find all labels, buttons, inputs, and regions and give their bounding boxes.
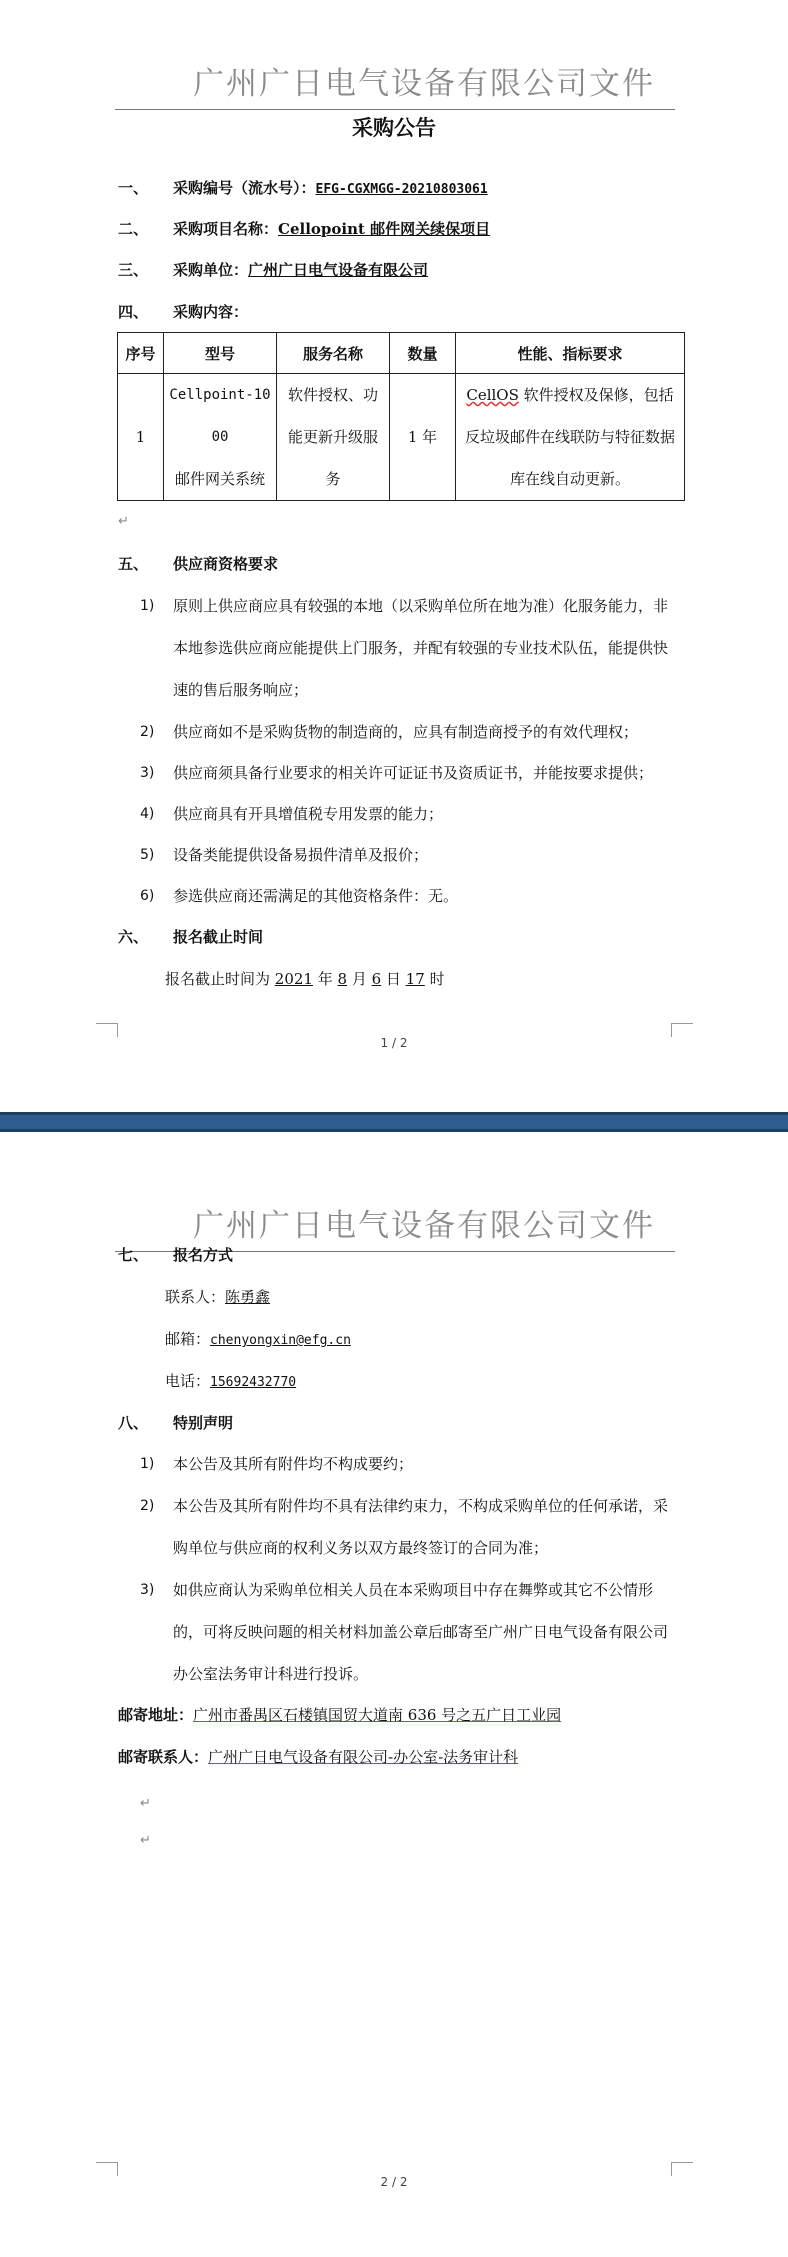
section-heading: 供应商资格要求 [173,555,279,573]
section-number: 五、 [118,555,149,573]
section-heading: 报名截止时间 [173,928,264,946]
page-header [115,50,675,110]
section-number: 四、 [118,303,149,321]
contact-email: 邮箱：chenyongxin@efg.cn [165,1330,351,1348]
table-cell-service: 软件授权、功能更新升级服务 [277,374,390,501]
list-item: 2) 供应商如不是采购货物的制造商的，应具有制造商授予的有效代理权； [140,723,639,741]
section-number: 三、 [118,261,149,279]
list-item: 2) 本公告及其所有附件均不具有法律约束力，不构成采购单位的任何承诺，采购单位与供应商的权利义务以双方最终签订的合同为准； [140,1497,669,1557]
list-item: 4) 供应商具有开具增值税专用发票的能力； [140,805,444,823]
section-number: 七、 [118,1246,149,1264]
header-title: 广州广日电气设备有限公司文件 [193,66,655,102]
section-heading: 采购内容： [173,303,249,321]
table-row [118,374,685,501]
list-item: 3) 如供应商认为采购单位相关人员在本采购项目中存在舞弊或其它不公情形的，可将反映问题的相关材料加盖公章后邮寄至广州广日电气设备有限公司办公室法务审计科进行投诉。 [140,1581,669,1683]
list-item: 1) 原则上供应商应具有较强的本地（以采购单位所在地为准）化服务能力，非本地参选供应商应能提供上门服务，并配有较强的专业技术队伍，能提供快速的售后服务响应； [140,597,669,699]
purchasing-unit: 采购单位：广州广日电气设备有限公司 [173,261,429,279]
table-header-cell: 型号 [164,333,277,374]
table-header-row [118,333,685,374]
paragraph-mark: ↵ [140,1833,151,1848]
section-number: 八、 [118,1414,149,1432]
crop-mark [671,2162,693,2176]
table-cell-no: 1 [118,374,164,501]
section-heading: 特别声明 [173,1414,234,1432]
contact-phone: 电话：15692432770 [165,1372,297,1390]
crop-mark [671,1023,693,1037]
document-page-2 [0,1132,788,2257]
paragraph-mark: ↵ [140,1796,151,1811]
page-header [115,1192,675,1252]
list-item: 6) 参选供应商还需满足的其他资格条件：无。 [140,887,459,905]
page-number: 1 / 2 [380,1036,408,1050]
header-title: 广州广日电气设备有限公司文件 [193,1208,655,1244]
crop-mark [96,2162,118,2176]
table-header-cell: 数量 [390,333,456,374]
paragraph-mark: ↵ [118,514,129,529]
document-title: 采购公告 [352,115,436,140]
procurement-number: 采购编号（流水号）：EFG-CGXMGG-20210803061 [173,179,488,197]
table-cell-spec: CellOS 软件授权及保修，包括反垃圾邮件在线联防与特征数据库在线自动更新。 [456,374,685,501]
table-header-cell: 性能、指标要求 [456,333,685,374]
mail-address: 邮寄地址：广州市番禺区石楼镇国贸大道南 636 号之五广日工业园 [118,1706,562,1724]
table-header-cell: 序号 [118,333,164,374]
page-number: 2 / 2 [380,2175,408,2189]
crop-mark [96,1023,118,1037]
list-item: 3) 供应商须具备行业要求的相关许可证证书及资质证书，并能按要求提供； [140,764,654,782]
section-number: 二、 [118,220,149,238]
page-separator [0,1112,788,1132]
document-page-1 [0,0,788,1112]
table-header-cell: 服务名称 [277,333,390,374]
section-number: 六、 [118,928,149,946]
list-item: 1) 本公告及其所有附件均不构成要约； [140,1455,414,1473]
section-heading: 报名方式 [173,1246,234,1264]
section-number: 一、 [118,179,149,197]
list-item: 5) 设备类能提供设备易损件清单及报价； [140,846,429,864]
project-name: 采购项目名称：Cellopoint 邮件网关续保项目 [173,220,491,238]
deadline-text: 报名截止时间为 2021 年 8 月 6 日 17 时 [165,970,445,988]
contact-person: 联系人：陈勇鑫 [165,1288,271,1306]
table-cell-qty: 1 年 [390,374,456,501]
mail-recipient: 邮寄联系人：广州广日电气设备有限公司-办公室-法务审计科 [118,1748,519,1766]
table-cell-model: Cellpoint-10 00 邮件网关系统 [164,374,277,501]
procurement-table [117,332,685,501]
